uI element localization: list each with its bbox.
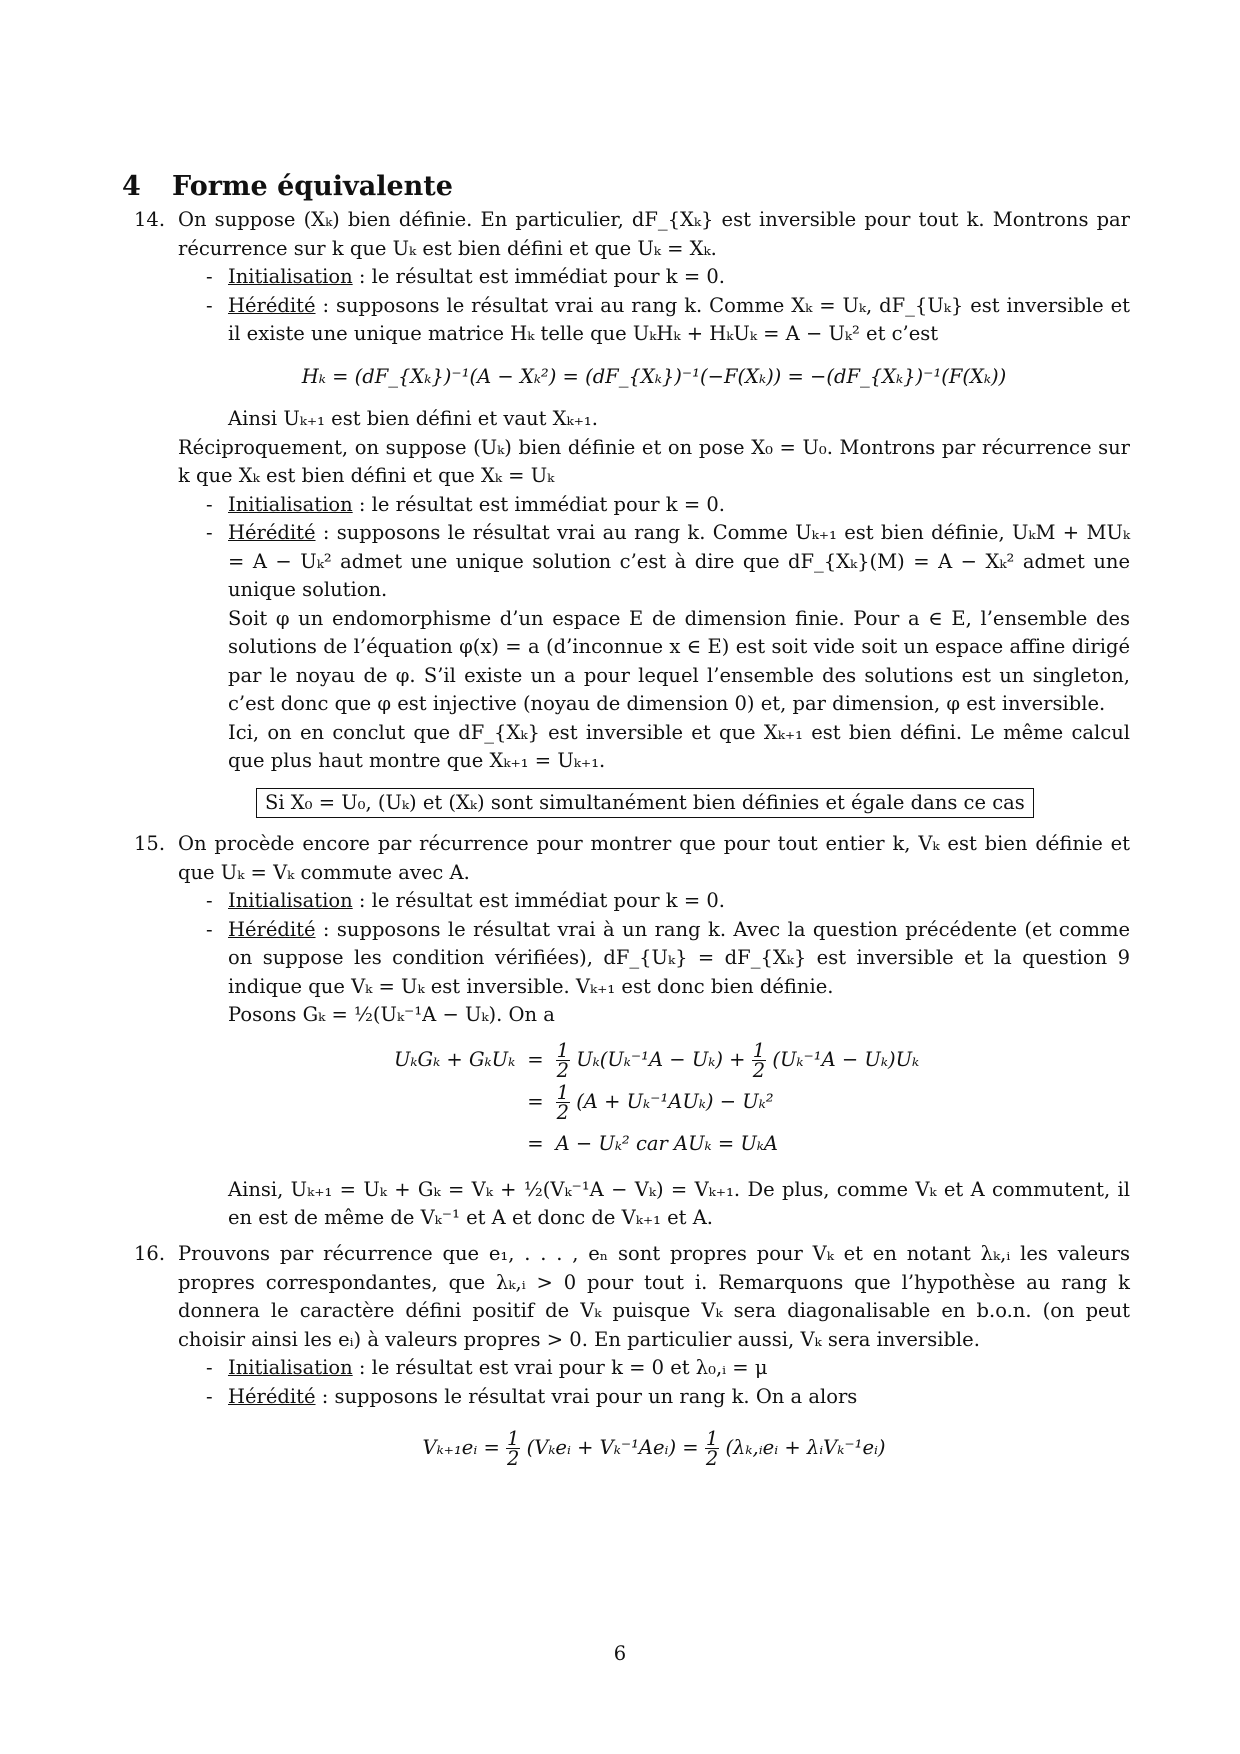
equation-row xyxy=(388,1082,925,1124)
equation-row xyxy=(388,1040,925,1082)
fraction: $\frac{1}{2}$ xyxy=(705,1427,719,1470)
question-15 xyxy=(134,830,1130,1233)
bullet-initialisation: - Initialisation : le résultat est immédiat pour k = 0. xyxy=(206,265,725,288)
reciproque-text: Réciproquement, on suppose (Uₖ) bien définie et on pose X₀ = U₀. Montrons par récurrence sur k que Xₖ est bien défini et que Xₖ = Uₖ xyxy=(178,435,1130,487)
bullet-label: Hérédité xyxy=(228,293,316,317)
bullet-initialisation: - Initialisation : le résultat est immédiat pour k = 0. xyxy=(206,889,725,912)
bullet-label: Initialisation xyxy=(228,1356,353,1379)
bullet-text: : supposons le résultat vrai au rang k. Comme Uₖ₊₁ est bien définie, UₖM + MUₖ = A − Uₖ² admet une unique solution c’est à dire que dF_{Xₖ}(M) = A − Xₖ² admet une unique solution. xyxy=(228,521,1130,601)
equation-rhs: A − Uₖ² car AUₖ = UₖA xyxy=(555,1132,779,1156)
section-heading xyxy=(122,170,453,204)
equation-rel: = xyxy=(527,1132,544,1156)
conclusion-text: Ainsi, Uₖ₊₁ = Uₖ + Gₖ = Vₖ + ½(Vₖ⁻¹A − Vₖ) = Vₖ₊₁. De plus, comme Vₖ et A commutent, il en est de même de Vₖ⁻¹ et A et donc de Vₖ₊₁ et A. xyxy=(228,1177,1130,1229)
question-number: 16. xyxy=(134,1242,166,1265)
bullet-initialisation: - Initialisation : le résultat est vrai pour k = 0 et λ₀,ᵢ = μ xyxy=(206,1356,768,1379)
bullet-heredite: - Hérédité : supposons le résultat vrai à un rang k. Avec la question précédente (et comme on suppose les condition vérifiées), dF_{Uₖ} = dF_{Xₖ} est inversible et la question 9 indique que Vₖ = Uₖ est inversible. Vₖ₊₁ est donc bien définie. xyxy=(206,917,1130,998)
equation-lhs: UₖGₖ + GₖUₖ xyxy=(394,1048,516,1072)
bullet-label: Hérédité xyxy=(228,1384,316,1408)
bullet-text: : supposons le résultat vrai pour un rang k. On a alors xyxy=(315,1384,858,1408)
question-number: 14. xyxy=(134,208,166,231)
aligned-equations xyxy=(388,1040,925,1166)
lemma-text: Soit φ un endomorphisme d’un espace E de dimension finie. Pour a ∈ E, l’ensemble des solutions de l’équation φ(x) = a (d’inconnue x ∈ E) est soit vide soit un espace affine dirigé par le noyau de φ. S’il existe un a pour lequel l’ensemble des solutions est un singleton, c’est donc que φ est injective (noyau de dimension 0) et, par dimension, φ est inversible. xyxy=(228,606,1130,715)
equation-rel: = xyxy=(527,1090,544,1114)
bullet-text: : supposons le résultat vrai au rang k. Comme Xₖ = Uₖ, dF_{Uₖ} est inversible et il existe une unique matrice Hₖ telle que UₖHₖ + HₖUₖ = A − Uₖ² et c’est xyxy=(228,293,1130,345)
bullet-label: Hérédité xyxy=(228,521,316,544)
bullet-label: Initialisation xyxy=(228,265,353,288)
question-14 xyxy=(134,206,1130,832)
bullet-text: : le résultat est immédiat pour k = 0. xyxy=(352,889,725,912)
question-intro: On procède encore par récurrence pour montrer que pour tout entier k, Vₖ est bien définie et que Uₖ = Vₖ commute avec A. xyxy=(178,832,1130,884)
bullet-text: : le résultat est immédiat pour k = 0. xyxy=(352,492,725,516)
bullet-heredite: - Hérédité : supposons le résultat vrai au rang k. Comme Xₖ = Uₖ, dF_{Uₖ} est inversible et il existe une unique matrice Hₖ telle que UₖHₖ + HₖUₖ = A − Uₖ² et c’est xyxy=(206,293,1130,345)
section-title: Forme équivalente xyxy=(172,171,453,202)
conclusion-text: Ainsi Uₖ₊₁ est bien défini et vaut Xₖ₊₁. xyxy=(228,407,598,430)
bullet-label: Initialisation xyxy=(228,492,353,516)
equation-rhs: $\frac{1}{2}$ Uₖ(Uₖ⁻¹A − Uₖ) + $\frac{1}{2}$ (Uₖ⁻¹A − Uₖ)Uₖ xyxy=(556,1039,920,1082)
bullet-text: : le résultat est vrai pour k = 0 et λ₀,ᵢ = μ xyxy=(352,1356,768,1379)
question-intro: Prouvons par récurrence que e₁, . . . , eₙ sont propres pour Vₖ et en notant λₖ,ᵢ les valeurs propres correspondantes, que λₖ,ᵢ > 0 pour tout i. Remarquons que l’hypothèse au rang k donnera le caractère défini positif de Vₖ puisque Vₖ sera diagonalisable en b.o.n. (on peut choisir ainsi les eᵢ) à valeurs propres > 0. En particulier aussi, Vₖ sera inversible. xyxy=(178,1242,1130,1351)
fraction: $\frac{1}{2}$ xyxy=(752,1039,766,1082)
boxed-result: Si X₀ = U₀, (Uₖ) et (Xₖ) sont simultanément bien définies et égale dans ce cas xyxy=(256,788,1034,819)
fraction: $\frac{1}{2}$ xyxy=(556,1039,569,1082)
bullet-text: : le résultat est immédiat pour k = 0. xyxy=(352,265,725,288)
page-number: 6 xyxy=(613,1642,627,1665)
display-equation: Hₖ = (dF_{Xₖ})⁻¹(A − Xₖ²) = (dF_{Xₖ})⁻¹(−F(Xₖ)) = −(dF_{Xₖ})⁻¹(F(Xₖ)) xyxy=(301,364,1007,388)
posons-text: Posons Gₖ = ½(Uₖ⁻¹A − Uₖ). On a xyxy=(228,1003,555,1026)
bullet-text: : supposons le résultat vrai à un rang k. Avec la question précédente (et comme on suppose les condition vérifiées), dF_{Uₖ} = dF_{Xₖ} est inversible et la question 9 indique que Vₖ = Uₖ est inversible. Vₖ₊₁ est donc bien définie. xyxy=(228,917,1130,998)
bullet-label: Initialisation xyxy=(228,889,353,912)
bullet-heredite: - Hérédité : supposons le résultat vrai au rang k. Comme Uₖ₊₁ est bien définie, UₖM + MUₖ = A − Uₖ² admet une unique solution c’est à dire que dF_{Xₖ}(M) = A − Xₖ² admet une unique solution. xyxy=(206,521,1130,601)
question-intro: On suppose (Xₖ) bien définie. En particulier, dF_{Xₖ} est inversible pour tout k. Montrons par récurrence sur k que Uₖ est bien défini et que Uₖ = Xₖ. xyxy=(178,208,1130,260)
question-number: 15. xyxy=(134,832,166,855)
question-16 xyxy=(134,1240,1130,1482)
bullet-initialisation: - Initialisation : le résultat est immédiat pour k = 0. xyxy=(206,492,725,516)
equation-row xyxy=(388,1124,925,1166)
display-equation: Vₖ₊₁eᵢ = $\frac{1}{2}$ (Vₖeᵢ + Vₖ⁻¹Aeᵢ) = $\frac{1}{2}$ (λₖ,ᵢeᵢ + λᵢVₖ⁻¹eᵢ) xyxy=(422,1427,886,1470)
equation-rhs: $\frac{1}{2}$ (A + Uₖ⁻¹AUₖ) − Uₖ² xyxy=(556,1081,774,1124)
bullet-heredite: - Hérédité : supposons le résultat vrai pour un rang k. On a alors xyxy=(206,1384,858,1408)
equation-rel: = xyxy=(527,1048,544,1072)
fraction: $\frac{1}{2}$ xyxy=(507,1427,520,1470)
bullet-label: Hérédité xyxy=(228,917,316,941)
conclusion-text: Ici, on en conclut que dF_{Xₖ} est inversible et que Xₖ₊₁ est bien défini. Le même calcul que plus haut montre que Xₖ₊₁ = Uₖ₊₁. xyxy=(228,720,1130,772)
section-number: 4 xyxy=(122,171,141,202)
fraction: $\frac{1}{2}$ xyxy=(556,1081,569,1124)
